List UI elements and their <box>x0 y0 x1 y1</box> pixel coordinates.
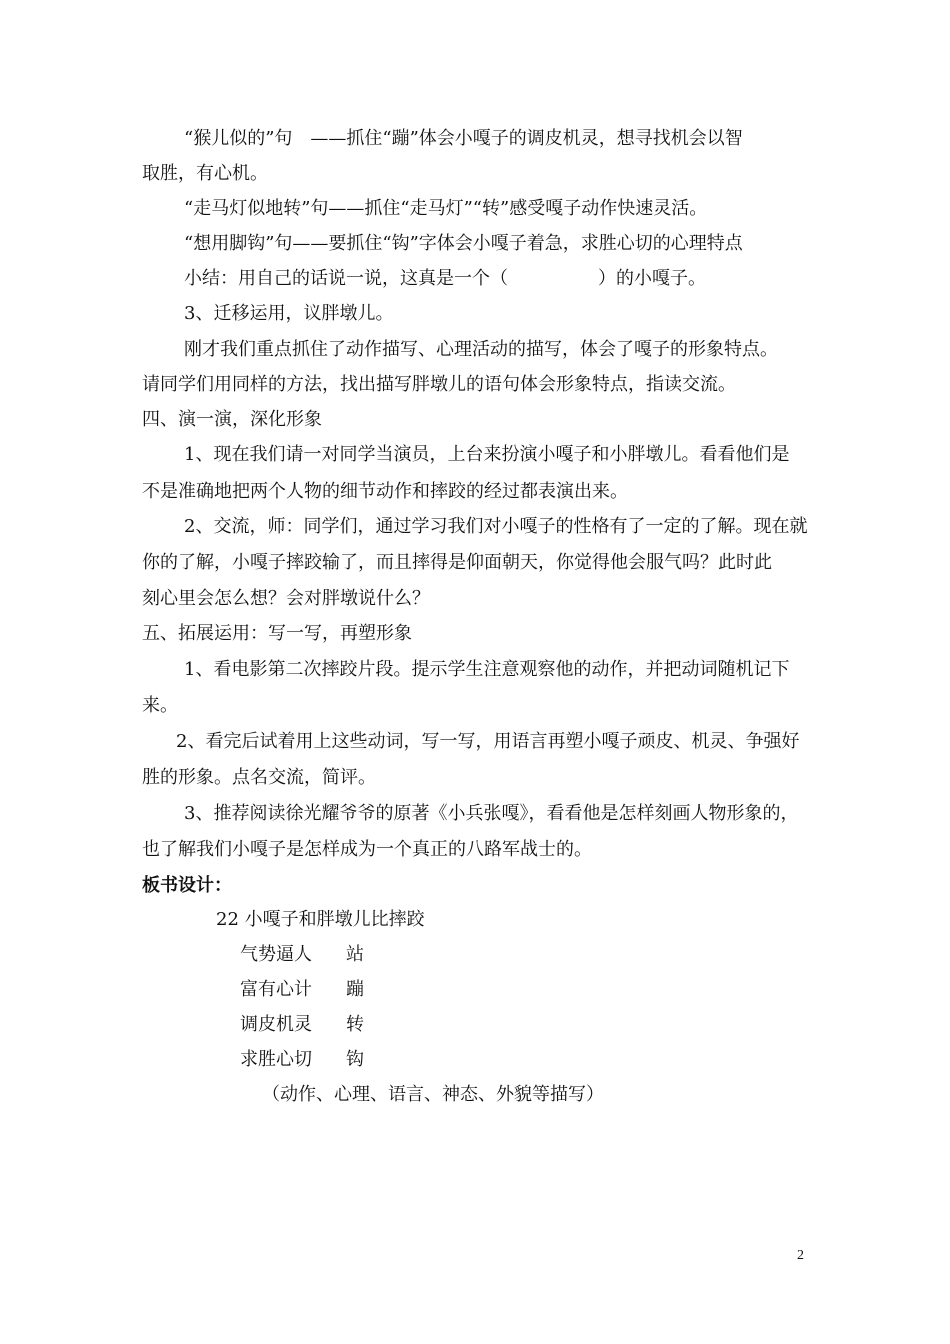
section-heading: 四、演一演，深化形象 <box>142 409 322 430</box>
board-verb: 钩 <box>346 1049 364 1070</box>
text-line: 刚才我们重点抓住了动作描写、心理活动的描写，体会了嘎子的形象特点。 <box>184 339 778 360</box>
board-trait: 调皮机灵 <box>240 1014 312 1035</box>
text-line: 请同学们用同样的方法，找出描写胖墩儿的语句体会形象特点，指读交流。 <box>142 374 736 395</box>
board-trait: 气势逼人 <box>240 944 312 965</box>
text-line: 取胜，有心机。 <box>142 163 268 184</box>
text-line: 你的了解，小嘎子摔跤输了，而且摔得是仰面朝天，你觉得他会服气吗？此时此 <box>142 552 772 573</box>
text-line: 3、迁移运用，议胖墩儿。 <box>184 303 394 324</box>
text-line: “猴儿似的”句 ——抓住“蹦”体会小嘎子的调皮机灵，想寻找机会以智 <box>184 128 743 149</box>
board-verb: 站 <box>346 944 364 965</box>
board-note: （动作、心理、语言、神态、外貌等描写） <box>262 1084 604 1105</box>
board-trait: 富有心计 <box>240 979 312 1000</box>
text-line: 也了解我们小嘎子是怎样成为一个真正的八路军战士的。 <box>142 839 592 860</box>
text-line: 刻心里会怎么想？会对胖墩说什么？ <box>142 588 430 609</box>
board-verb: 蹦 <box>346 979 364 1000</box>
text-line: 小结：用自己的话说一说，这真是一个（ ）的小嘎子。 <box>184 268 706 289</box>
text-line: 1、现在我们请一对同学当演员，上台来扮演小嘎子和小胖墩儿。看看他们是 <box>184 444 790 465</box>
text-line: 来。 <box>142 695 178 716</box>
board-design-heading: 板书设计： <box>142 875 232 896</box>
text-line: “走马灯似地转”句——抓住“走马灯”“转”感受嘎子动作快速灵活。 <box>184 198 708 219</box>
board-verb: 转 <box>346 1014 364 1035</box>
text-line: 胜的形象。点名交流，简评。 <box>142 767 376 788</box>
text-line: 不是准确地把两个人物的细节动作和摔跤的经过都表演出来。 <box>142 481 628 502</box>
text-line: 3、推荐阅读徐光耀爷爷的原著《小兵张嘎》，看看他是怎样刻画人物形象的， <box>184 803 799 824</box>
text-line: “想用脚钩”句——要抓住“钩”字体会小嘎子着急，求胜心切的心理特点 <box>184 233 743 254</box>
page-number: 2 <box>797 1248 804 1263</box>
text-line: 2、交流，师：同学们，通过学习我们对小嘎子的性格有了一定的了解。现在就 <box>184 516 808 537</box>
board-title: 22 小嘎子和胖墩儿比摔跤 <box>216 909 425 930</box>
text-line: 1、看电影第二次摔跤片段。提示学生注意观察他的动作，并把动词随机记下 <box>184 659 790 680</box>
text-line: 2、看完后试着用上这些动词，写一写，用语言再塑小嘎子顽皮、机灵、争强好 <box>176 731 800 752</box>
section-heading: 五、拓展运用：写一写，再塑形象 <box>142 623 412 644</box>
board-trait: 求胜心切 <box>240 1049 312 1070</box>
